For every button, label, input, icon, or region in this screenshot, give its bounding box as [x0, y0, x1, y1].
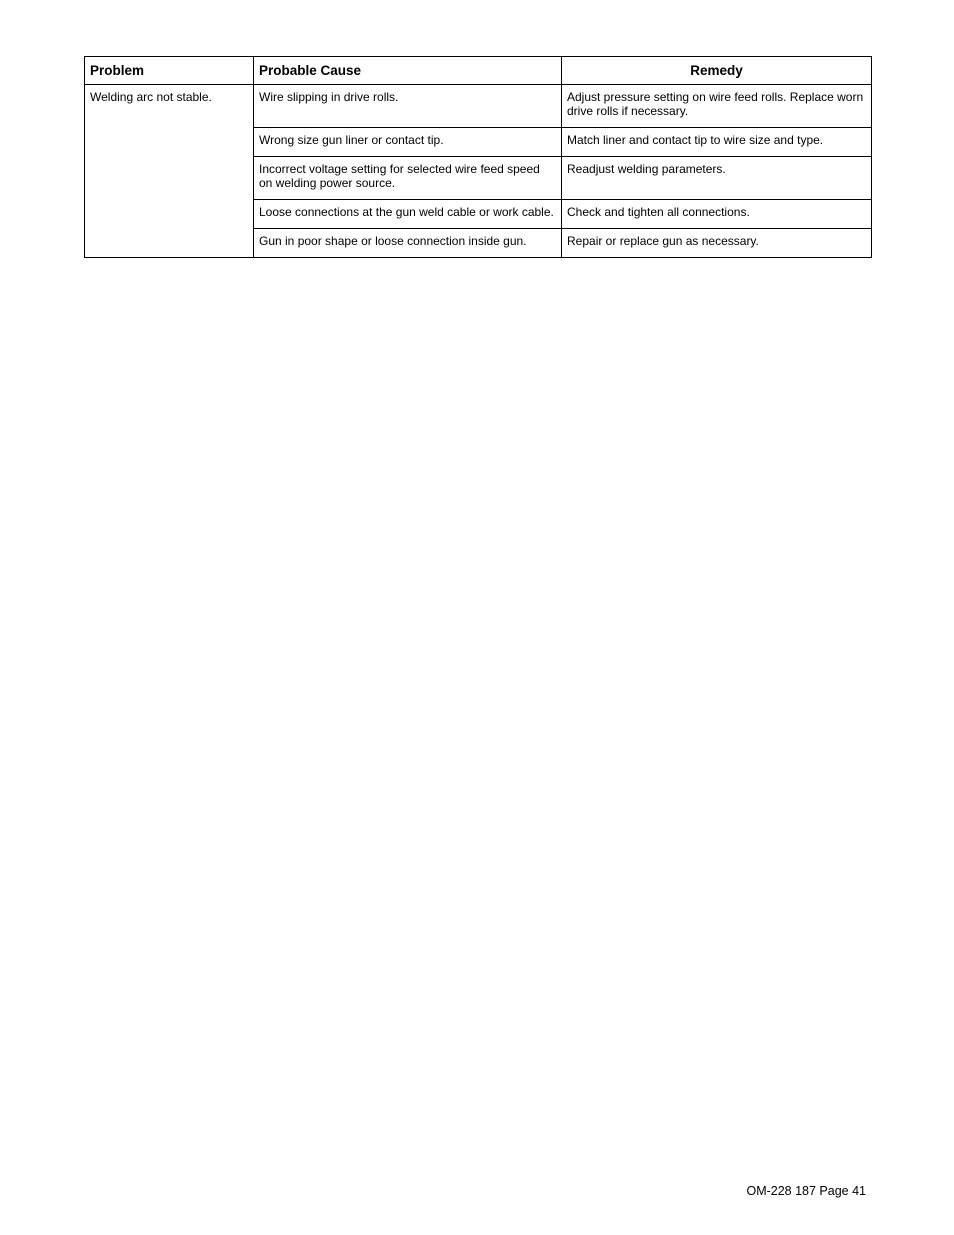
remedy-cell: Repair or replace gun as necessary.	[562, 229, 872, 258]
cause-cell: Loose connections at the gun weld cable or work cable.	[254, 200, 562, 229]
table-header-row	[85, 57, 872, 85]
remedy-cell: Readjust welding parameters.	[562, 157, 872, 200]
header-remedy: Remedy	[562, 57, 872, 85]
remedy-cell: Match liner and contact tip to wire size and type.	[562, 128, 872, 157]
cause-cell: Wrong size gun liner or contact tip.	[254, 128, 562, 157]
problem-cell: Welding arc not stable.	[85, 85, 254, 258]
remedy-cell: Check and tighten all connections.	[562, 200, 872, 229]
header-problem: Problem	[85, 57, 254, 85]
table-row	[85, 85, 872, 128]
cause-cell: Incorrect voltage setting for selected wire feed speed on welding power source.	[254, 157, 562, 200]
troubleshooting-table	[84, 56, 872, 258]
header-probable-cause: Probable Cause	[254, 57, 562, 85]
cause-cell: Wire slipping in drive rolls.	[254, 85, 562, 128]
cause-cell: Gun in poor shape or loose connection inside gun.	[254, 229, 562, 258]
remedy-cell: Adjust pressure setting on wire feed rolls. Replace worn drive rolls if necessary.	[562, 85, 872, 128]
page-footer: OM-228 187 Page 41	[746, 1184, 866, 1198]
